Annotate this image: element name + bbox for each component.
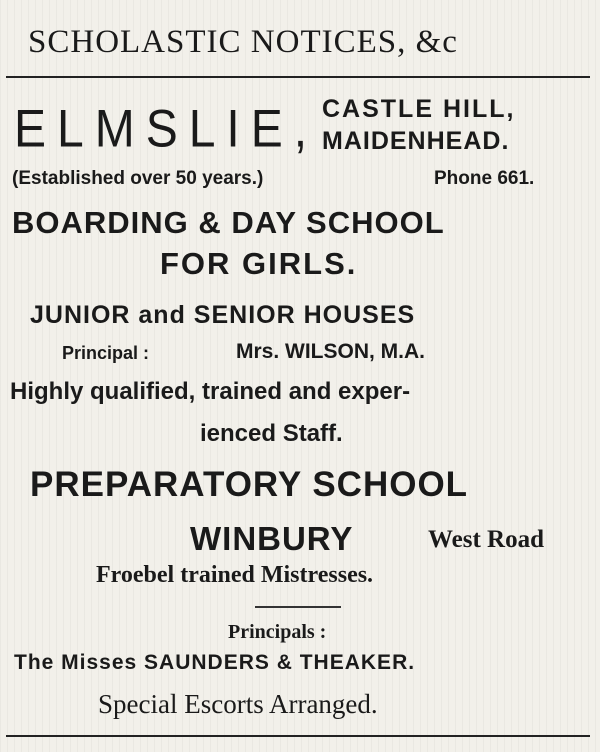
- staff-line-2: ienced Staff.: [200, 420, 343, 447]
- prep-school-name: WINBURY: [190, 520, 354, 557]
- principal-name: Mrs. WILSON, M.A.: [236, 340, 425, 363]
- address-line-1: CASTLE HILL,: [322, 95, 516, 123]
- heading-divider: [6, 76, 590, 78]
- boarding-heading-line-2: FOR GIRLS.: [160, 246, 358, 281]
- short-divider: [255, 606, 341, 608]
- principal-label: Principal :: [62, 343, 150, 363]
- prep-school-location: West Road: [428, 526, 544, 553]
- address-line-2: MAIDENHEAD.: [322, 127, 510, 155]
- escorts-note: Special Escorts Arranged.: [98, 689, 378, 719]
- boarding-heading-line-1: BOARDING & DAY SCHOOL: [12, 205, 445, 240]
- bottom-divider: [6, 735, 590, 737]
- phone-number: Phone 661.: [434, 168, 535, 189]
- staff-line-1: Highly qualified, trained and exper-: [10, 378, 411, 405]
- school-name: ELMSLIE,: [14, 100, 319, 159]
- principals-names: The Misses SAUNDERS & THEAKER.: [14, 651, 416, 674]
- established-note: (Established over 50 years.): [12, 168, 264, 189]
- houses-line: JUNIOR and SENIOR HOUSES: [30, 301, 416, 329]
- prep-school-staff: Froebel trained Mistresses.: [96, 562, 374, 588]
- prep-school-heading: PREPARATORY SCHOOL: [30, 465, 469, 504]
- section-heading: SCHOLASTIC NOTICES, &c: [28, 24, 458, 60]
- principals-label: Principals :: [228, 621, 327, 643]
